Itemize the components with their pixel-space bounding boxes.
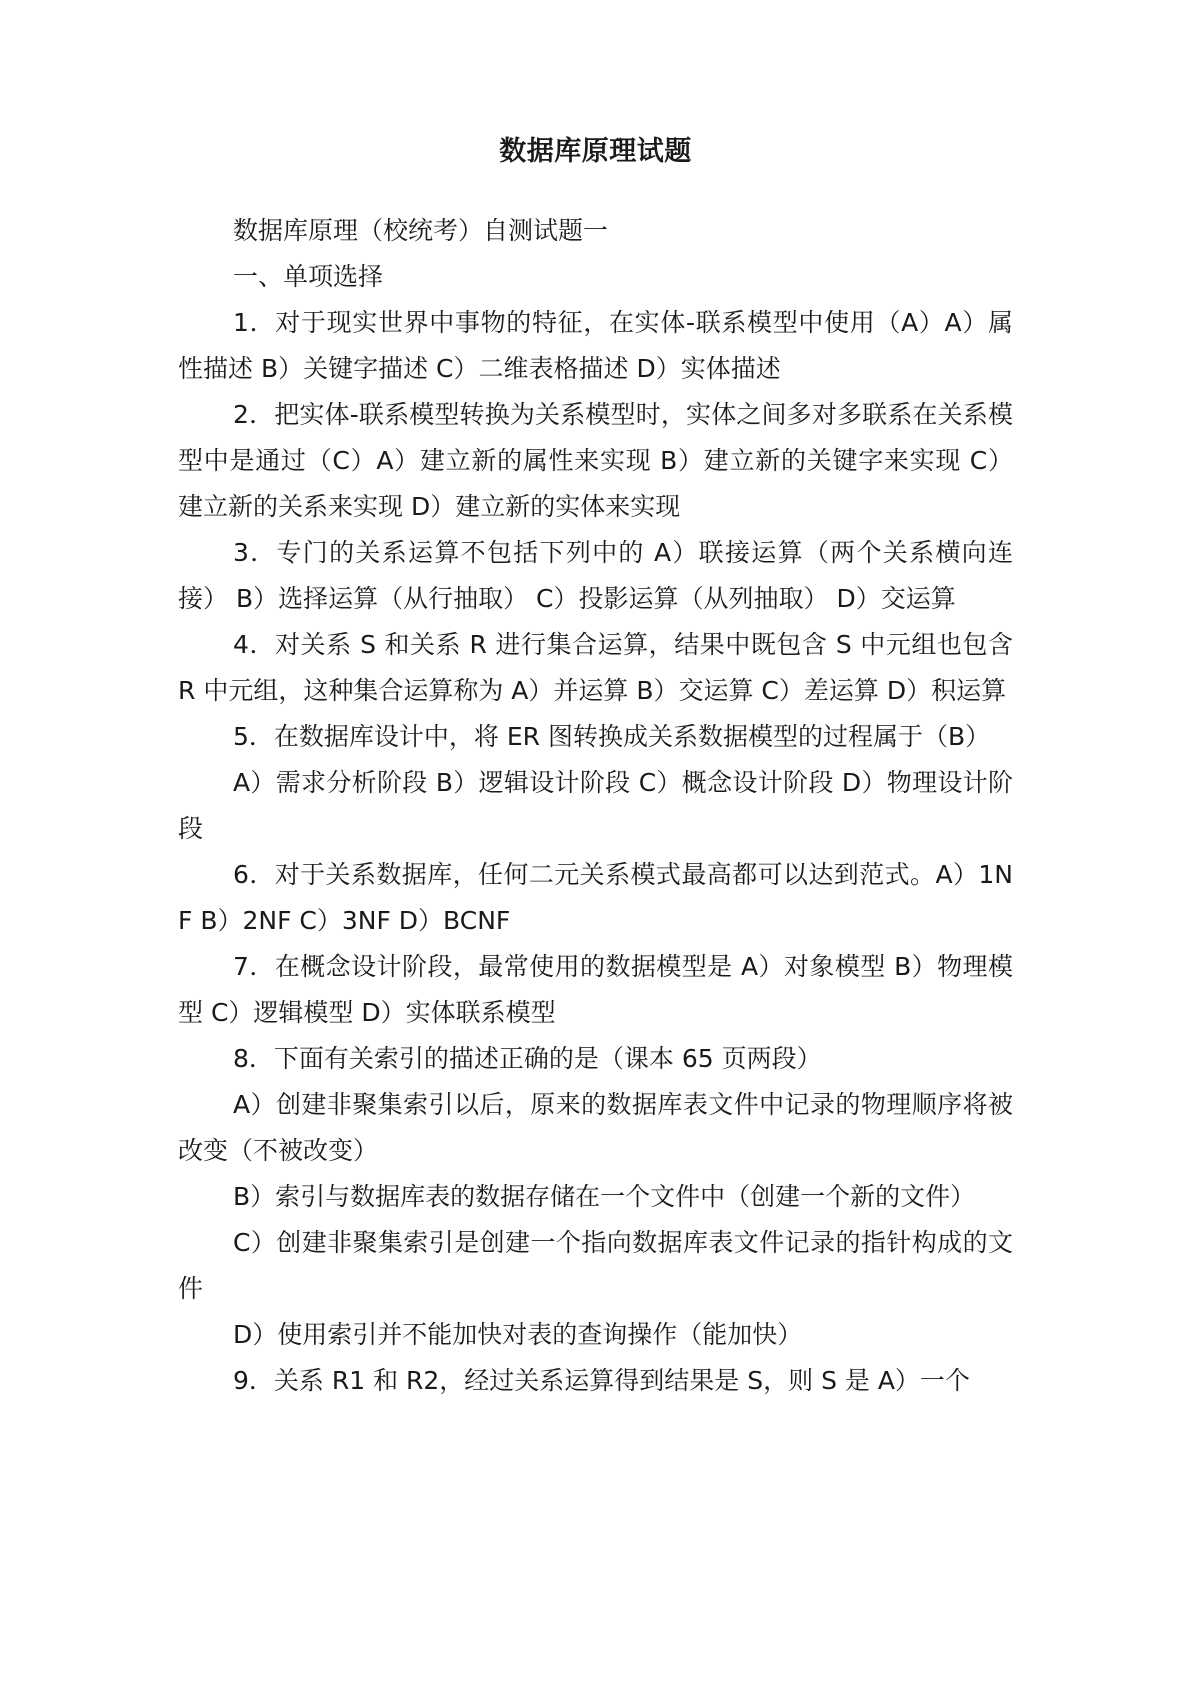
question-8: 8．下面有关索引的描述正确的是（课本 65 页两段）	[233, 1044, 822, 1073]
document-title: 数据库原理试题	[499, 136, 692, 167]
question-1: 1．对于现实世界中事物的特征，在实体-联系模型中使用（A）A）属性描述 B）关键字描述 C）二维表格描述 D）实体描述	[178, 308, 1013, 383]
question-8-option-a: A）创建非聚集索引以后，原来的数据库表文件中记录的物理顺序将被改变（不被改变）	[178, 1090, 1013, 1165]
question-2: 2．把实体-联系模型转换为关系模型时，实体之间多对多联系在关系模型中是通过（C）A）建立新的属性来实现 B）建立新的关键字来实现 C）建立新的关系来实现 D）建立新的实体来实现	[178, 400, 1013, 521]
question-6: 6．对于关系数据库，任何二元关系模式最高都可以达到范式。A）1NF B）2NF C）3NF D）BCNF	[178, 860, 1013, 935]
question-8-option-c: C）创建非聚集索引是创建一个指向数据库表文件记录的指针构成的文件	[178, 1228, 1013, 1303]
section-heading: 一、单项选择	[233, 262, 384, 291]
question-8-option-d: D）使用索引并不能加快对表的查询操作（能加快）	[233, 1320, 803, 1349]
question-3: 3．专门的关系运算不包括下列中的 A）联接运算（两个关系横向连接） B）选择运算（从行抽取） C）投影运算（从列抽取） D）交运算	[178, 538, 1013, 613]
question-7: 7．在概念设计阶段，最常使用的数据模型是 A）对象模型 B）物理模型 C）逻辑模型 D）实体联系模型	[178, 952, 1013, 1027]
question-9: 9．关系 R1 和 R2，经过关系运算得到结果是 S，则 S 是 A）一个	[233, 1366, 970, 1395]
question-5: 5．在数据库设计中，将 ER 图转换成关系数据模型的过程属于（B）	[233, 722, 991, 751]
question-5-options: A）需求分析阶段 B）逻辑设计阶段 C）概念设计阶段 D）物理设计阶段	[178, 768, 1013, 843]
subtitle: 数据库原理（校统考）自测试题一	[233, 216, 609, 245]
question-4: 4．对关系 S 和关系 R 进行集合运算，结果中既包含 S 中元组也包含 R 中元组，这种集合运算称为 A）并运算 B）交运算 C）差运算 D）积运算	[178, 630, 1013, 705]
question-8-option-b: B）索引与数据库表的数据存储在一个文件中（创建一个新的文件）	[233, 1182, 976, 1211]
